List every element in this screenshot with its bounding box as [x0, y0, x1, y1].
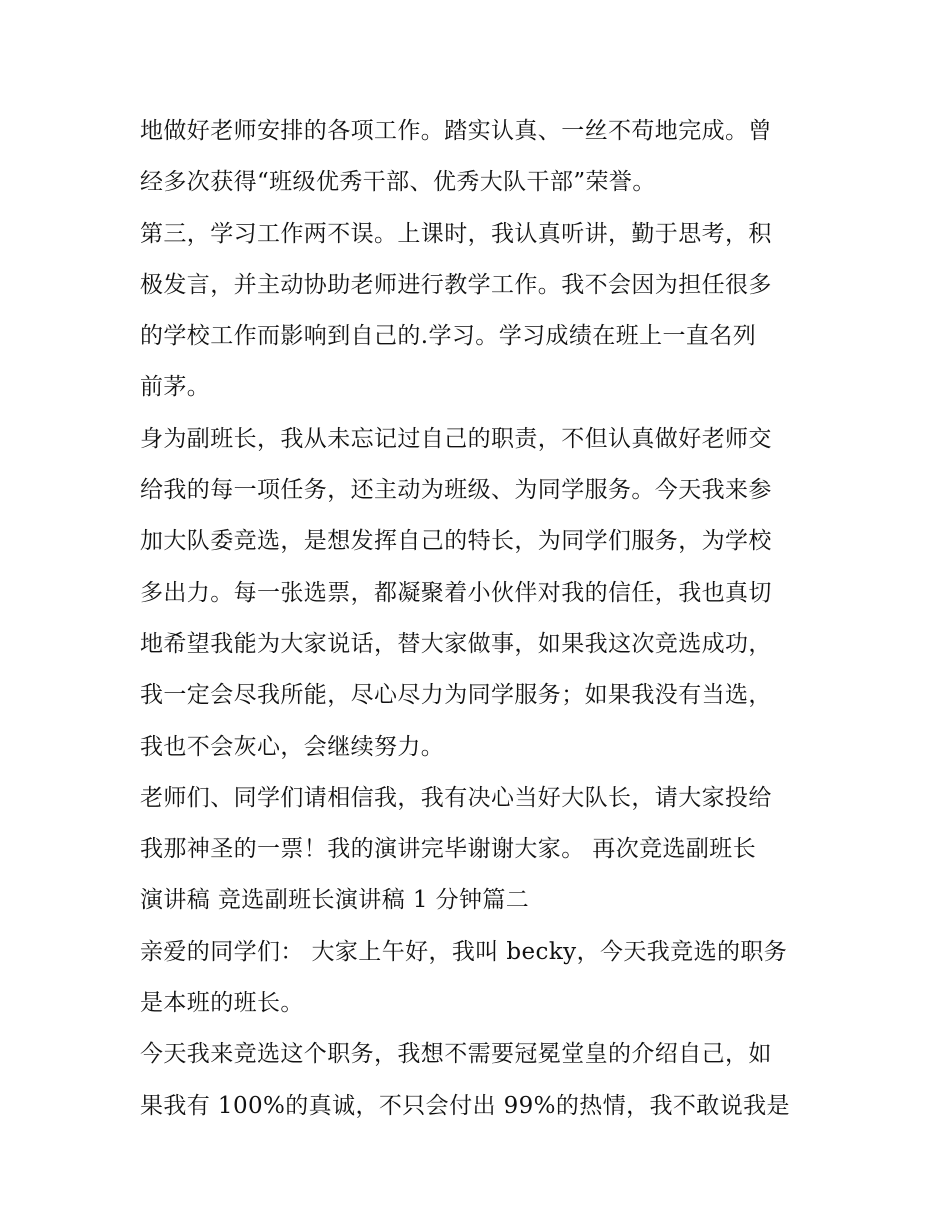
text-line: 第三，学习工作两不误。上课时，我认真听讲，勤于思考，积 [140, 220, 772, 247]
text-line: 我那神圣的一票！我的演讲完毕谢谢大家。 再次竞选副班长 [140, 836, 757, 863]
text-line: 老师们、同学们请相信我，我有决心当好大队长，请大家投给 [140, 784, 772, 811]
text-line: 极发言，并主动协助老师进行教学工作。我不会因为担任很多 [140, 271, 772, 298]
text-line: 我一定会尽我所能，尽心尽力为同学服务；如果我没有当选， [140, 682, 772, 709]
text-line: 身为副班长，我从未忘记过自己的职责，不但认真做好老师交 [140, 425, 772, 452]
text-line: 多出力。每一张选票，都凝聚着小伙伴对我的信任，我也真切 [140, 579, 772, 606]
text-line: 亲爱的同学们： 大家上午好，我叫 becky，今天我竞选的职务 [140, 938, 788, 965]
text-line: 经多次获得“班级优秀干部、优秀大队干部”荣誉。 [140, 169, 656, 196]
text-line: 地希望我能为大家说话，替大家做事，如果我这次竞选成功， [140, 630, 772, 657]
body-text [140, 108, 820, 1134]
text-line: 今天我来竞选这个职务，我想不需要冠冕堂皇的介绍自己，如 [140, 1041, 772, 1068]
text-line: 地做好老师安排的各项工作。踏实认真、一丝不苟地完成。曾 [140, 118, 772, 144]
text-line: 果我有 100%的真诚，不只会付出 99%的热情，我不敢说我是 [140, 1092, 790, 1119]
text-line: 的学校工作而影响到自己的.学习。学习成绩在班上一直名列 [140, 323, 757, 350]
text-line: 演讲稿 竞选副班长演讲稿 1 分钟篇二 [140, 887, 530, 914]
text-line: 我也不会灰心，会继续努力。 [140, 733, 445, 760]
text-line: 给我的每一项任务，还主动为班级、为同学服务。今天我来参 [140, 477, 772, 504]
text-line: 加大队委竞选，是想发挥自己的特长，为同学们服务，为学校 [140, 528, 772, 555]
text-line: 是本班的班长。 [140, 990, 304, 1017]
text-line: 前茅。 [140, 374, 211, 401]
